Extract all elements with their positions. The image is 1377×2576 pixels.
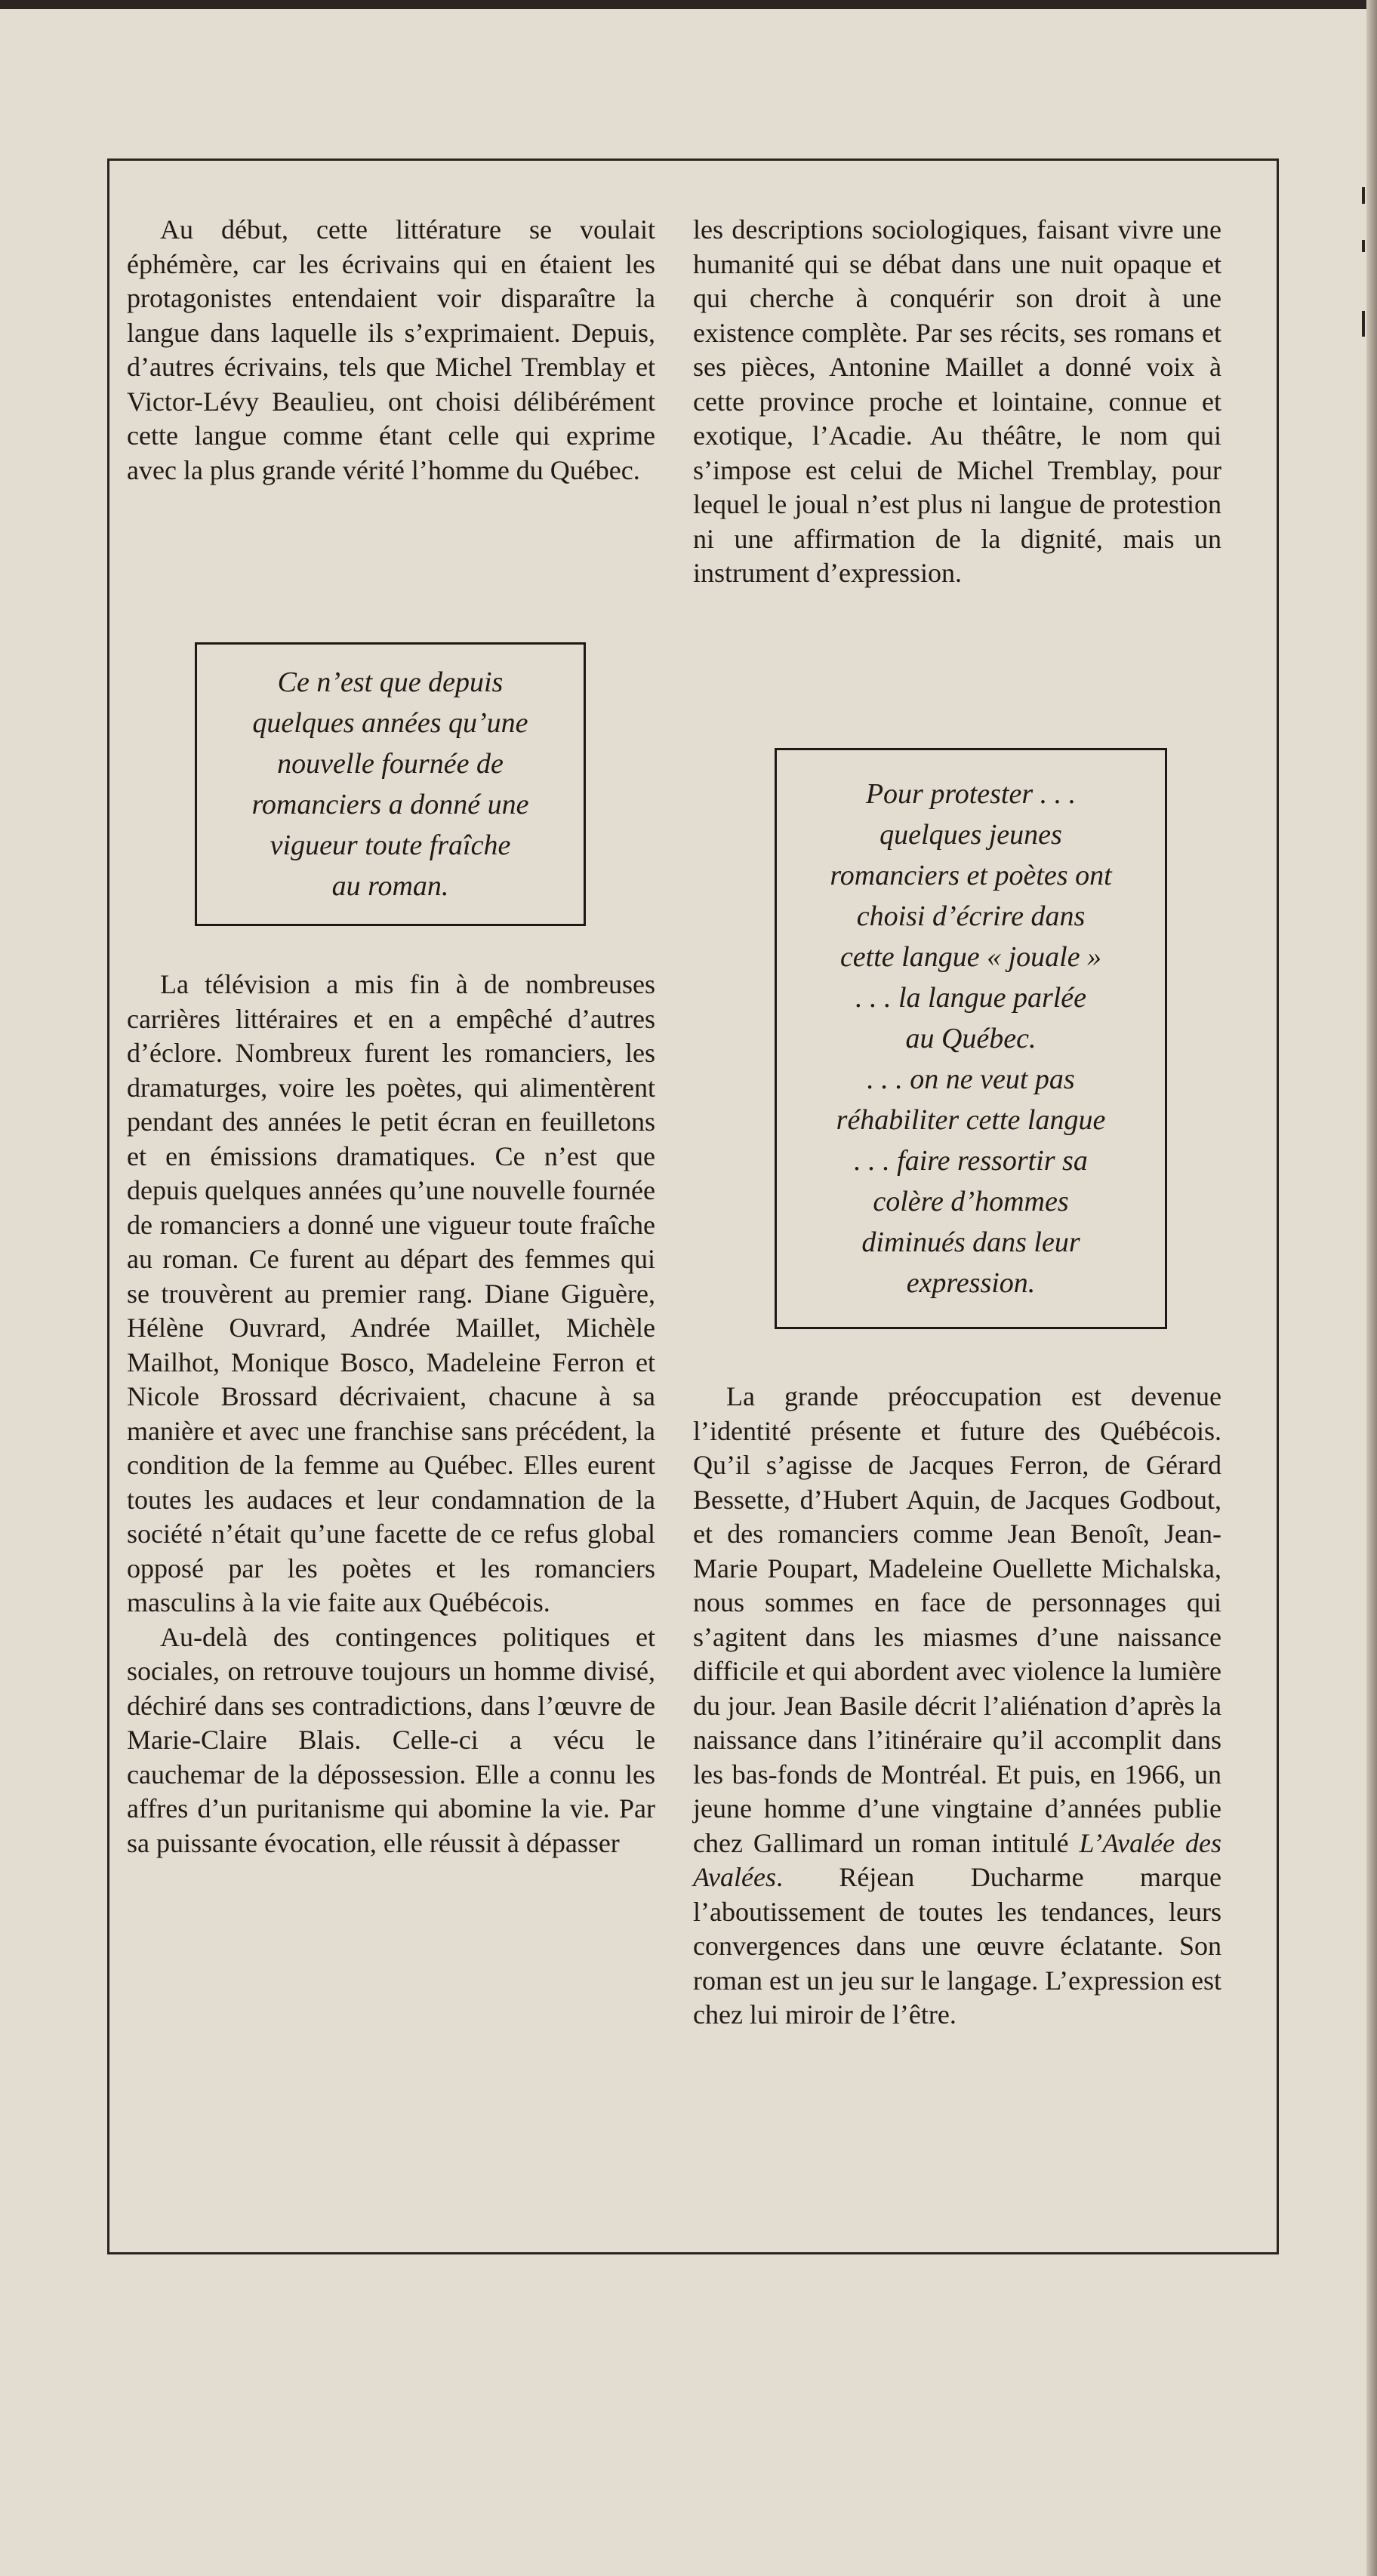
book-title: L’Avalée des Avalées [693, 1827, 1221, 1892]
pullquote-line: colère d’hommes [873, 1186, 1069, 1217]
pullquote-line: au Québec. [905, 1023, 1037, 1054]
left-column-top [127, 213, 655, 488]
paragraph [693, 1380, 1221, 2033]
pullquote-line: au roman. [331, 870, 449, 902]
pullquote-line: choisi d’écrire dans [856, 900, 1086, 932]
page-top-edge [0, 0, 1377, 9]
paragraph: La télévision a mis fin à de nombreuses carrières littéraires et en a empêché d’autres d’éclore. Nombreux furent les romanciers, les dramaturges, voire les poètes, qui alimentèrent pendant des années le petit écran en feuilletons et en émissions dramatiques. Ce n’est que depuis quelques années qu’une nouvelle fournée de romanciers a donné une vigueur toute fraîche au roman. Ce furent au départ des femmes qui se trouvèrent au premier rang. Diane Giguère, Hélène Ouvrard, Andrée Maillet, Michèle Mailhot, Monique Bosco, Madeleine Ferron et Nicole Brossard décrivaient, chacune à sa manière et avec une franchise sans précédent, la condition de la femme au Québec. Elles eurent toutes les audaces et leur condamnation de la société n’était qu’une facette de ce refus global opposé par les poètes et les romanciers masculins à la vie faite aux Québécois. [127, 969, 655, 1617]
pullquote-text [830, 774, 1111, 1303]
pullquote-text [252, 662, 529, 906]
pullquote-line: quelques jeunes [879, 819, 1062, 851]
pullquote-line: romanciers et poètes ont [830, 860, 1112, 891]
pullquote-line: cette langue « jouale » [839, 941, 1102, 973]
pullquote-line: . . . faire ressortir sa [854, 1145, 1088, 1177]
right-column-bottom [693, 1380, 1221, 2033]
pullquote-left [195, 642, 586, 926]
pullquote-line: . . . on ne veut pas [867, 1063, 1075, 1095]
left-column-bottom [127, 968, 655, 1860]
edge-mark [1362, 187, 1365, 204]
pullquote-line: expression. [906, 1267, 1036, 1299]
paragraph: Au début, cette littérature se voulait éphémère, car les écrivains qui en étaient les protagonistes entendaient voir disparaître la langue dans laquelle ils s’exprimaient. Depuis, d’autres écrivains, tels que Michel Tremblay et Victor-Lévy Beaulieu, ont choisi délibérément cette langue comme étant celle qui exprime avec la plus grande vérité l’homme du Québec. [127, 214, 655, 485]
pullquote-line: diminués dans leur [861, 1226, 1080, 1258]
edge-mark [1362, 311, 1365, 337]
pullquote-line: Pour protester . . . [865, 778, 1077, 810]
paragraph-text: La grande préoccupation est devenue l’identité présente et future des Québécois. Qu’il s’agisse de Jacques Ferron, de Gérard Bessette, d’Hubert Aquin, de Jacques Godbout, et des romanciers comme Jean Benoît, Jean-Marie Poupart, Madeleine Ouellette Michalska, nous sommes en face de personnages qui s’agitent dans les miasmes d’une naissance difficile et qui abordent avec violence la lumière du jour. Jean Basile décrit l’aliénation d’après la naissance dans l’itinéraire qu’il accomplit dans les bas-fonds de Montréal. Et puis, en 1966, un jeune homme d’une vingtaine d’années publie chez Gallimard un roman intitulé [693, 1381, 1221, 1858]
pullquote-line: nouvelle fournée de [277, 748, 504, 780]
edge-mark [1362, 240, 1365, 252]
pullquote-right [775, 748, 1167, 1329]
right-column-top [693, 213, 1221, 591]
page-right-edge [1366, 0, 1377, 2576]
pullquote-line: réhabiliter cette langue [836, 1104, 1106, 1136]
paragraph: Au-delà des contingences politiques et sociales, on retrouve toujours un homme divisé, déchiré dans ses contradictions, dans l’œuvre de Marie-Claire Blais. Celle-ci a vécu le cauchemar de la dépossession. Elle a connu les affres d’un puritanisme qui abomine la vie. Par sa puissante évocation, elle réussit à dépasser [127, 1621, 655, 1858]
paragraph-text: . Réjean Ducharme marque l’aboutissement de toutes les tendances, leurs convergences dans une œuvre éclatante. Son roman est un jeu sur le langage. L’expression est chez lui miroir de l’être. [693, 1862, 1221, 2030]
pullquote-line: quelques années qu’une [252, 707, 528, 739]
pullquote-line: Ce n’est que depuis [277, 666, 504, 698]
pullquote-line: romanciers a donné une [251, 789, 529, 820]
paragraph: les descriptions sociologiques, faisant vivre une humanité qui se débat dans une nuit opaque et qui cherche à conquérir son droit à une existence complète. Par ses récits, ses romans et ses pièces, Antonine Maillet a donné voix à cette province proche et lointaine, connue et exotique, l’Acadie. Au théâtre, le nom qui s’impose est celui de Michel Tremblay, pour lequel le joual n’est plus ni langue de protestion ni une affirmation de la dignité, mais un instrument d’expression. [693, 214, 1221, 588]
pullquote-line: vigueur toute fraîche [270, 829, 511, 861]
pullquote-line: . . . la langue parlée [855, 982, 1087, 1014]
